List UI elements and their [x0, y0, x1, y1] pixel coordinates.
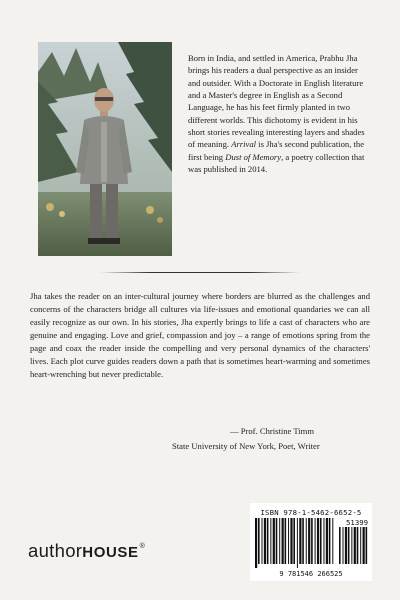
- barcode-bar: [329, 518, 331, 564]
- barcode-bar: [311, 518, 313, 564]
- registered-mark: ®: [139, 543, 146, 550]
- barcode-bar: [323, 518, 324, 564]
- barcode-bar: [279, 518, 280, 564]
- barcode-bar: [288, 518, 289, 564]
- barcode-bar: [267, 518, 269, 564]
- ean-digits: 9 781546 266525: [279, 570, 343, 578]
- blurb-credit-name: — Prof. Christine Timm: [230, 426, 315, 436]
- isbn-barcode: [250, 503, 372, 581]
- barcode-bar: [315, 518, 316, 564]
- bio-text: Born in India, and settled in America, Prabhu Jha brings his readers a dual perspective as an insider and outsider. With a Doctorate in English literature and a Master's degree in English as a Second Language, he has his feet firmly planted in two different worlds. This dichotomy is evident in his short stories revealing interesting layers and shades of meaning.: [188, 53, 365, 150]
- barcode-bar: [320, 518, 322, 564]
- barcode-bar: [357, 527, 359, 564]
- barcode-bar: [285, 518, 287, 564]
- barcode-bar: [317, 518, 319, 564]
- barcode-bar: [273, 518, 275, 564]
- bio-text: , a poetry collection that was published in 2014.: [188, 151, 365, 175]
- barcode-bar: [332, 518, 333, 564]
- barcode-bar: [258, 518, 260, 564]
- addon-barcode-bars: [338, 527, 368, 568]
- author-photo-image: [38, 42, 172, 256]
- barcode-bar: [351, 527, 352, 564]
- barcode-bar: [262, 518, 263, 564]
- barcode-bar: [345, 527, 347, 564]
- barcode-bar: [360, 527, 361, 564]
- barcode-bar: [366, 527, 368, 564]
- barcode-bar: [290, 518, 292, 564]
- ean-barcode-bars: [254, 518, 336, 568]
- barcode-bar: [348, 527, 350, 564]
- barcode-bar: [297, 518, 298, 568]
- barcode-bar: [326, 518, 328, 564]
- barcode-bar: [293, 518, 295, 564]
- publisher-logo-part: HOUSE: [82, 544, 139, 561]
- publisher-logo-part: author: [28, 540, 83, 561]
- bio-book-title: Dust of Memory: [225, 151, 282, 162]
- barcode-bar: [264, 518, 266, 564]
- barcode-bar: [302, 518, 304, 564]
- author-photo: [38, 42, 172, 256]
- barcode-bar: [299, 518, 301, 564]
- barcode-bar: [343, 527, 344, 564]
- section-divider: [100, 272, 300, 273]
- barcode-bar: [282, 518, 284, 564]
- bio-text: is Jha's second publication, the first being: [188, 139, 365, 162]
- price-code: 51399: [346, 518, 368, 527]
- barcode-bar: [270, 518, 271, 564]
- isbn-number: ISBN 978-1-5462-6652-5: [260, 508, 362, 517]
- blurb-credit-affiliation: State University of New York, Poet, Writer: [172, 441, 320, 451]
- author-bio: [188, 52, 366, 175]
- barcode-bar: [308, 518, 310, 564]
- book-blurb: Jha takes the reader on an inter-cultural journey where borders are blurred as the challenges and concerns of the characters bridge all cultures via life-issues and emotional quandaries we can all easily recognize as our own. In his stories, Jha expertly brings to life a cast of characters who are genuine and engaging. Love and grief, compassion and joy – a range of emotions spring from the page and coax the reader inside the compelling and very personal dynamics of the characters' lives. Each plot curve guides readers down a path that is sometimes heart-warming and sometimes heart-wrenching but never predictable.: [30, 291, 370, 380]
- barcode-bar: [255, 518, 257, 568]
- barcode-bar: [276, 518, 278, 564]
- bio-book-title: Arrival: [231, 139, 257, 150]
- barcode-bar: [363, 527, 365, 564]
- publisher-logo: [28, 540, 145, 562]
- barcode-bar: [339, 527, 341, 564]
- barcode-bar: [306, 518, 307, 564]
- barcode-bar: [354, 527, 356, 564]
